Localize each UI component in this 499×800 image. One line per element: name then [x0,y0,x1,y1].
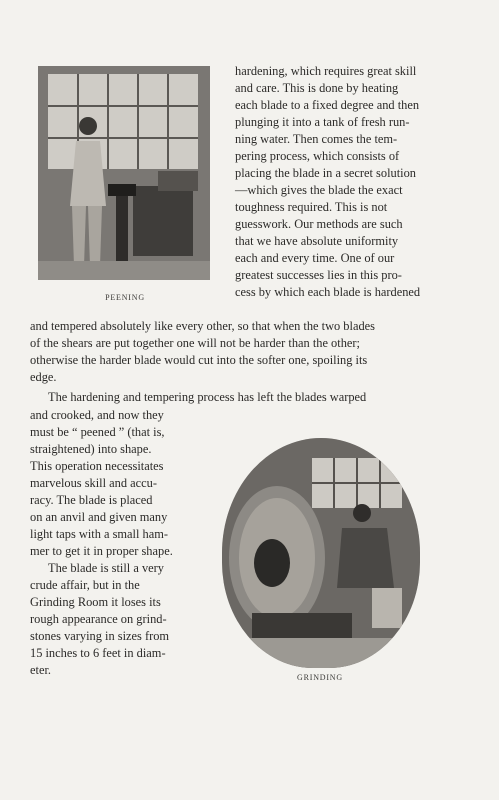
peening-photo [38,66,210,280]
text-line: The blade is still a very [48,561,164,575]
grinding-photo [222,438,420,668]
text-line: each blade to a fixed degree and then [235,98,420,112]
text-line: ning water. Then comes the tem- [235,132,398,146]
text-line: guesswork. Our methods are such [235,217,403,231]
text-line: of the shears are put together one will not be harder than the other; [30,336,360,350]
text-line: on an anvil and given many [30,510,168,524]
text-line: —which gives the blade the exact [235,183,403,197]
text-line: greatest successes lies in this pro- [235,268,402,282]
grinding-photo-image [222,438,420,668]
text-line: pering process, which consists of [235,149,400,163]
text-line: rough appearance on grind- [30,612,167,626]
text-line: mer to get it in proper shape. [30,544,173,558]
text-line: racy. The blade is placed [30,493,153,507]
text-line: plunging it into a tank of fresh run- [235,115,410,129]
paragraph-2-first-line [48,389,443,406]
text-line: The hardening and tempering process has left the blades warped [48,390,367,404]
peening-caption: PEENING [105,293,145,302]
paragraph-2-column [30,407,194,560]
text-line: Grinding Room it loses its [30,595,161,609]
text-line: and care. This is done by heating [235,81,399,95]
text-line: that we have absolute uniformity [235,234,399,248]
text-line: and crooked, and now they [30,408,164,422]
text-line: placing the blade in a secret solution [235,166,416,180]
text-line: stones varying in sizes from [30,629,170,643]
text-line: and tempered absolutely like every other, so that when the two blades [30,319,375,333]
paragraph-1-full [30,318,443,386]
text-line: straightened) into shape. [30,442,152,456]
text-line: This operation necessitates [30,459,164,473]
text-line: otherwise the harder blade would cut into the softer one, spoiling its [30,353,368,367]
text-line: toughness required. This is not [235,200,388,214]
peening-photo-image [38,66,210,280]
paragraph-1-column [235,63,443,301]
text-line: each and every time. One of our [235,251,395,265]
text-line: edge. [30,370,57,384]
text-line: marvelous skill and accu- [30,476,157,490]
text-line: cess by which each blade is hardened [235,285,421,299]
paragraph-3-column [30,560,194,679]
text-line: must be “ peened ” (that is, [30,425,165,439]
text-line: light taps with a small ham- [30,527,168,541]
text-line: crude affair, but in the [30,578,140,592]
text-line: 15 inches to 6 feet in diam- [30,646,166,660]
text-line: eter. [30,663,51,677]
text-line: hardening, which requires great skill [235,64,417,78]
grinding-caption: GRINDING [297,673,343,682]
